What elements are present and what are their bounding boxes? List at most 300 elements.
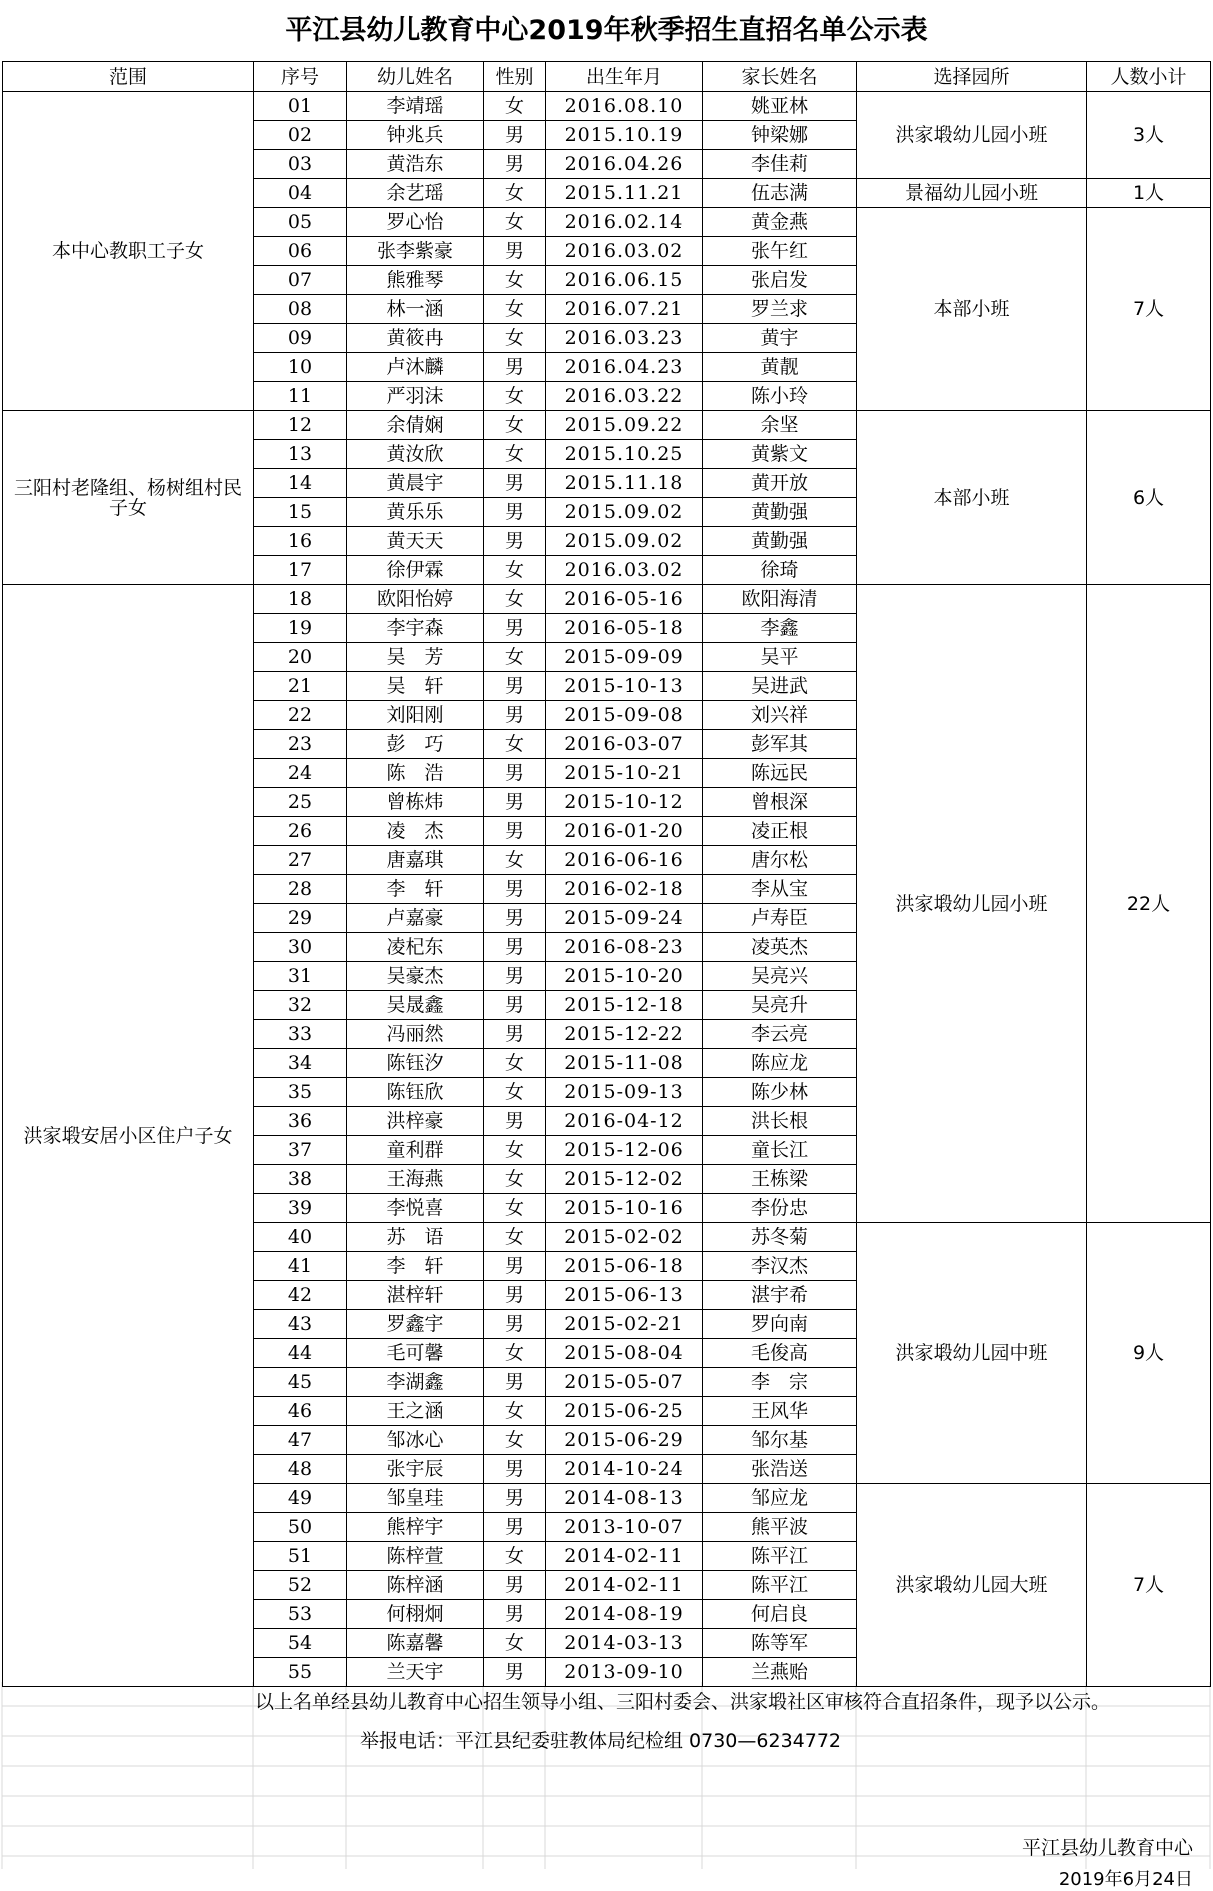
seq-cell: 39 [254, 1194, 347, 1223]
birth-cell: 2015-11-08 [546, 1049, 703, 1078]
parent-name-cell: 张浩送 [703, 1455, 857, 1484]
seq-cell: 16 [254, 527, 347, 556]
birth-cell: 2015-06-25 [546, 1397, 703, 1426]
birth-cell: 2016.04.23 [546, 353, 703, 382]
parent-name-cell: 陈应龙 [703, 1049, 857, 1078]
child-name-cell: 李靖瑶 [347, 92, 484, 121]
gender-cell: 女 [484, 1339, 546, 1368]
count-cell: 9人 [1087, 1223, 1211, 1484]
gender-cell: 男 [484, 353, 546, 382]
birth-cell: 2015.10.25 [546, 440, 703, 469]
area-cell: 三阳村老隆组、杨树组村民子女 [3, 411, 254, 585]
parent-name-cell: 湛宇希 [703, 1281, 857, 1310]
gender-cell: 女 [484, 1194, 546, 1223]
parent-name-cell: 张启发 [703, 266, 857, 295]
child-name-cell: 陈梓萱 [347, 1542, 484, 1571]
issue-date: 2019年6月24日 [1058, 1869, 1193, 1890]
child-name-cell: 王海燕 [347, 1165, 484, 1194]
birth-cell: 2015-10-13 [546, 672, 703, 701]
count-cell: 7人 [1087, 1484, 1211, 1687]
parent-name-cell: 洪长根 [703, 1107, 857, 1136]
child-name-cell: 罗鑫宇 [347, 1310, 484, 1339]
seq-cell: 40 [254, 1223, 347, 1252]
parent-name-cell: 吴平 [703, 643, 857, 672]
parent-name-cell: 凌正根 [703, 817, 857, 846]
birth-cell: 2015-10-16 [546, 1194, 703, 1223]
child-name-cell: 吴晟鑫 [347, 991, 484, 1020]
approval-note: 以上名单经县幼儿教育中心招生领导小组、三阳村委会、洪家塅社区审核符合直招条件，现予以公示。 [255, 1691, 1111, 1713]
birth-cell: 2015-09-13 [546, 1078, 703, 1107]
child-name-cell: 李 轩 [347, 1252, 484, 1281]
gender-cell: 男 [484, 991, 546, 1020]
seq-cell: 18 [254, 585, 347, 614]
gender-cell: 男 [484, 1513, 546, 1542]
parent-name-cell: 钟梁娜 [703, 121, 857, 150]
child-name-cell: 吴 芳 [347, 643, 484, 672]
gender-cell: 男 [484, 875, 546, 904]
parent-name-cell: 吴亮兴 [703, 962, 857, 991]
seq-cell: 38 [254, 1165, 347, 1194]
birth-cell: 2013-10-07 [546, 1513, 703, 1542]
parent-name-cell: 余坚 [703, 411, 857, 440]
seq-cell: 42 [254, 1281, 347, 1310]
count-cell: 6人 [1087, 411, 1211, 585]
seq-cell: 54 [254, 1629, 347, 1658]
seq-cell: 13 [254, 440, 347, 469]
seq-cell: 48 [254, 1455, 347, 1484]
birth-cell: 2015.11.21 [546, 179, 703, 208]
parent-name-cell: 李从宝 [703, 875, 857, 904]
header-parent: 家长姓名 [703, 62, 857, 92]
parent-name-cell: 陈等军 [703, 1629, 857, 1658]
birth-cell: 2015-12-06 [546, 1136, 703, 1165]
birth-cell: 2016-04-12 [546, 1107, 703, 1136]
gender-cell: 男 [484, 1020, 546, 1049]
seq-cell: 34 [254, 1049, 347, 1078]
gender-cell: 男 [484, 469, 546, 498]
child-name-cell: 张李紫豪 [347, 237, 484, 266]
gender-cell: 男 [484, 1600, 546, 1629]
parent-name-cell: 陈平江 [703, 1542, 857, 1571]
seq-cell: 08 [254, 295, 347, 324]
child-name-cell: 湛梓轩 [347, 1281, 484, 1310]
child-name-cell: 黄筱冉 [347, 324, 484, 353]
seq-cell: 51 [254, 1542, 347, 1571]
gender-cell: 男 [484, 1281, 546, 1310]
child-name-cell: 欧阳怡婷 [347, 585, 484, 614]
seq-cell: 02 [254, 121, 347, 150]
birth-cell: 2015-05-07 [546, 1368, 703, 1397]
seq-cell: 04 [254, 179, 347, 208]
gender-cell: 女 [484, 1136, 546, 1165]
area-cell: 洪家塅安居小区住户子女 [3, 585, 254, 1687]
birth-cell: 2015.09.02 [546, 527, 703, 556]
gender-cell: 女 [484, 1397, 546, 1426]
gender-cell: 女 [484, 295, 546, 324]
birth-cell: 2016.03.02 [546, 556, 703, 585]
seq-cell: 41 [254, 1252, 347, 1281]
child-name-cell: 陈钰汐 [347, 1049, 484, 1078]
gender-cell: 女 [484, 1078, 546, 1107]
birth-cell: 2015-10-21 [546, 759, 703, 788]
child-name-cell: 黄乐乐 [347, 498, 484, 527]
parent-name-cell: 曾根深 [703, 788, 857, 817]
page-title: 平江县幼儿教育中心2019年秋季招生直招名单公示表 [285, 15, 928, 46]
parent-name-cell: 李汉杰 [703, 1252, 857, 1281]
child-name-cell: 何栩炯 [347, 1600, 484, 1629]
gender-cell: 女 [484, 92, 546, 121]
child-name-cell: 凌 杰 [347, 817, 484, 846]
seq-cell: 25 [254, 788, 347, 817]
gender-cell: 男 [484, 962, 546, 991]
count-cell: 7人 [1087, 208, 1211, 411]
child-name-cell: 洪梓豪 [347, 1107, 484, 1136]
birth-cell: 2016.06.15 [546, 266, 703, 295]
gender-cell: 男 [484, 788, 546, 817]
gender-cell: 女 [484, 1223, 546, 1252]
gender-cell: 男 [484, 1310, 546, 1339]
seq-cell: 23 [254, 730, 347, 759]
child-name-cell: 张宇辰 [347, 1455, 484, 1484]
child-name-cell: 李湖鑫 [347, 1368, 484, 1397]
child-name-cell: 李悦喜 [347, 1194, 484, 1223]
birth-cell: 2015-10-20 [546, 962, 703, 991]
seq-cell: 21 [254, 672, 347, 701]
gender-cell: 男 [484, 150, 546, 179]
gender-cell: 男 [484, 672, 546, 701]
seq-cell: 06 [254, 237, 347, 266]
child-name-cell: 陈 浩 [347, 759, 484, 788]
birth-cell: 2015-09-08 [546, 701, 703, 730]
gender-cell: 女 [484, 585, 546, 614]
parent-name-cell: 陈远民 [703, 759, 857, 788]
child-name-cell: 童利群 [347, 1136, 484, 1165]
seq-cell: 36 [254, 1107, 347, 1136]
birth-cell: 2015-02-21 [546, 1310, 703, 1339]
seq-cell: 24 [254, 759, 347, 788]
birth-cell: 2014-08-19 [546, 1600, 703, 1629]
parent-name-cell: 毛俊高 [703, 1339, 857, 1368]
table-row [3, 92, 1211, 121]
seq-cell: 22 [254, 701, 347, 730]
child-name-cell: 徐伊霖 [347, 556, 484, 585]
gender-cell: 女 [484, 266, 546, 295]
parent-name-cell: 李佳莉 [703, 150, 857, 179]
birth-cell: 2016.04.26 [546, 150, 703, 179]
gender-cell: 女 [484, 1542, 546, 1571]
gender-cell: 男 [484, 904, 546, 933]
gender-cell: 男 [484, 817, 546, 846]
gender-cell: 男 [484, 1484, 546, 1513]
child-name-cell: 唐嘉琪 [347, 846, 484, 875]
seq-cell: 05 [254, 208, 347, 237]
school-cell: 洪家塅幼儿园大班 [857, 1484, 1087, 1687]
seq-cell: 35 [254, 1078, 347, 1107]
gender-cell: 男 [484, 1252, 546, 1281]
gender-cell: 女 [484, 179, 546, 208]
birth-cell: 2014-02-11 [546, 1542, 703, 1571]
parent-name-cell: 黄勤强 [703, 498, 857, 527]
seq-cell: 12 [254, 411, 347, 440]
birth-cell: 2016.02.14 [546, 208, 703, 237]
gender-cell: 男 [484, 614, 546, 643]
header-birth: 出生年月 [546, 62, 703, 92]
parent-name-cell: 黄紫文 [703, 440, 857, 469]
birth-cell: 2016.03.23 [546, 324, 703, 353]
gender-cell: 男 [484, 701, 546, 730]
seq-cell: 28 [254, 875, 347, 904]
parent-name-cell: 彭军其 [703, 730, 857, 759]
gender-cell: 女 [484, 440, 546, 469]
seq-cell: 30 [254, 933, 347, 962]
parent-name-cell: 徐琦 [703, 556, 857, 585]
child-name-cell: 苏 语 [347, 1223, 484, 1252]
parent-name-cell: 卢寿臣 [703, 904, 857, 933]
gender-cell: 男 [484, 933, 546, 962]
parent-name-cell: 苏冬菊 [703, 1223, 857, 1252]
birth-cell: 2015-08-04 [546, 1339, 703, 1368]
gender-cell: 女 [484, 1049, 546, 1078]
gender-cell: 男 [484, 1368, 546, 1397]
child-name-cell: 陈钰欣 [347, 1078, 484, 1107]
child-name-cell: 刘阳刚 [347, 701, 484, 730]
birth-cell: 2016.03.22 [546, 382, 703, 411]
seq-cell: 46 [254, 1397, 347, 1426]
parent-name-cell: 熊平波 [703, 1513, 857, 1542]
gender-cell: 女 [484, 382, 546, 411]
birth-cell: 2015-06-29 [546, 1426, 703, 1455]
child-name-cell: 黄晨宇 [347, 469, 484, 498]
count-cell: 3人 [1087, 92, 1211, 179]
parent-name-cell: 兰燕贻 [703, 1658, 857, 1687]
school-cell: 本部小班 [857, 411, 1087, 585]
child-name-cell: 卢沐麟 [347, 353, 484, 382]
school-cell: 洪家塅幼儿园中班 [857, 1223, 1087, 1484]
child-name-cell: 熊梓宇 [347, 1513, 484, 1542]
child-name-cell: 钟兆兵 [347, 121, 484, 150]
parent-name-cell: 吴进武 [703, 672, 857, 701]
gender-cell: 女 [484, 643, 546, 672]
birth-cell: 2015-06-13 [546, 1281, 703, 1310]
birth-cell: 2014-08-13 [546, 1484, 703, 1513]
seq-cell: 33 [254, 1020, 347, 1049]
child-name-cell: 李宇森 [347, 614, 484, 643]
birth-cell: 2015-09-24 [546, 904, 703, 933]
parent-name-cell: 吴亮升 [703, 991, 857, 1020]
seq-cell: 07 [254, 266, 347, 295]
parent-name-cell: 唐尔松 [703, 846, 857, 875]
birth-cell: 2015.09.02 [546, 498, 703, 527]
header-count: 人数小计 [1087, 62, 1211, 92]
child-name-cell: 黄天天 [347, 527, 484, 556]
school-cell: 本部小班 [857, 208, 1087, 411]
seq-cell: 10 [254, 353, 347, 382]
gender-cell: 女 [484, 411, 546, 440]
birth-cell: 2016-02-18 [546, 875, 703, 904]
child-name-cell: 毛可馨 [347, 1339, 484, 1368]
seq-cell: 37 [254, 1136, 347, 1165]
parent-name-cell: 何启良 [703, 1600, 857, 1629]
birth-cell: 2015.09.22 [546, 411, 703, 440]
gender-cell: 女 [484, 730, 546, 759]
gender-cell: 女 [484, 556, 546, 585]
seq-cell: 15 [254, 498, 347, 527]
birth-cell: 2014-03-13 [546, 1629, 703, 1658]
gender-cell: 男 [484, 498, 546, 527]
child-name-cell: 冯丽然 [347, 1020, 484, 1049]
gender-cell: 男 [484, 527, 546, 556]
parent-name-cell: 伍志满 [703, 179, 857, 208]
header-gender: 性别 [484, 62, 546, 92]
birth-cell: 2015-10-12 [546, 788, 703, 817]
parent-name-cell: 罗向南 [703, 1310, 857, 1339]
parent-name-cell: 李份忠 [703, 1194, 857, 1223]
parent-name-cell: 童长江 [703, 1136, 857, 1165]
header-child-name: 幼儿姓名 [347, 62, 484, 92]
gender-cell: 男 [484, 1107, 546, 1136]
gender-cell: 男 [484, 1455, 546, 1484]
parent-name-cell: 王风华 [703, 1397, 857, 1426]
child-name-cell: 兰天宇 [347, 1658, 484, 1687]
child-name-cell: 黄浩东 [347, 150, 484, 179]
child-name-cell: 邹皇珪 [347, 1484, 484, 1513]
gender-cell: 女 [484, 1165, 546, 1194]
seq-cell: 49 [254, 1484, 347, 1513]
gender-cell: 男 [484, 237, 546, 266]
birth-cell: 2016.03.02 [546, 237, 703, 266]
seq-cell: 55 [254, 1658, 347, 1687]
issuer-org: 平江县幼儿教育中心 [1021, 1837, 1193, 1859]
seq-cell: 09 [254, 324, 347, 353]
parent-name-cell: 黄勤强 [703, 527, 857, 556]
parent-name-cell: 李鑫 [703, 614, 857, 643]
child-name-cell: 李 轩 [347, 875, 484, 904]
birth-cell: 2015-06-18 [546, 1252, 703, 1281]
parent-name-cell: 陈平江 [703, 1571, 857, 1600]
child-name-cell: 邹冰心 [347, 1426, 484, 1455]
parent-name-cell: 李 宗 [703, 1368, 857, 1397]
header-seq: 序号 [254, 62, 347, 92]
table-row [3, 585, 1211, 614]
seq-cell: 45 [254, 1368, 347, 1397]
birth-cell: 2015.10.19 [546, 121, 703, 150]
child-name-cell: 吴 轩 [347, 672, 484, 701]
table-row [3, 411, 1211, 440]
child-name-cell: 严羽沫 [347, 382, 484, 411]
seq-cell: 27 [254, 846, 347, 875]
birth-cell: 2016.08.10 [546, 92, 703, 121]
child-name-cell: 吴豪杰 [347, 962, 484, 991]
birth-cell: 2014-10-24 [546, 1455, 703, 1484]
seq-cell: 43 [254, 1310, 347, 1339]
school-cell: 洪家塅幼儿园小班 [857, 585, 1087, 1223]
seq-cell: 11 [254, 382, 347, 411]
child-name-cell: 罗心怡 [347, 208, 484, 237]
parent-name-cell: 陈小玲 [703, 382, 857, 411]
birth-cell: 2016-05-16 [546, 585, 703, 614]
seq-cell: 26 [254, 817, 347, 846]
child-name-cell: 黄汝欣 [347, 440, 484, 469]
gender-cell: 男 [484, 1658, 546, 1687]
gender-cell: 男 [484, 1571, 546, 1600]
child-name-cell: 林一涵 [347, 295, 484, 324]
birth-cell: 2016-01-20 [546, 817, 703, 846]
birth-cell: 2016-06-16 [546, 846, 703, 875]
parent-name-cell: 欧阳海清 [703, 585, 857, 614]
gender-cell: 女 [484, 846, 546, 875]
parent-name-cell: 黄金燕 [703, 208, 857, 237]
seq-cell: 31 [254, 962, 347, 991]
count-cell: 1人 [1087, 179, 1211, 208]
header-row [3, 62, 1211, 92]
parent-name-cell: 黄靓 [703, 353, 857, 382]
seq-cell: 47 [254, 1426, 347, 1455]
birth-cell: 2015-12-02 [546, 1165, 703, 1194]
child-name-cell: 余艺瑶 [347, 179, 484, 208]
birth-cell: 2015-12-22 [546, 1020, 703, 1049]
count-cell: 22人 [1087, 585, 1211, 1223]
enrollment-table [2, 61, 1211, 1687]
child-name-cell: 王之涵 [347, 1397, 484, 1426]
header-school: 选择园所 [857, 62, 1087, 92]
seq-cell: 29 [254, 904, 347, 933]
parent-name-cell: 王栋梁 [703, 1165, 857, 1194]
birth-cell: 2016-05-18 [546, 614, 703, 643]
child-name-cell: 陈嘉馨 [347, 1629, 484, 1658]
birth-cell: 2013-09-10 [546, 1658, 703, 1687]
seq-cell: 17 [254, 556, 347, 585]
seq-cell: 53 [254, 1600, 347, 1629]
birth-cell: 2015.11.18 [546, 469, 703, 498]
seq-cell: 01 [254, 92, 347, 121]
parent-name-cell: 李云亮 [703, 1020, 857, 1049]
parent-name-cell: 邹尔基 [703, 1426, 857, 1455]
seq-cell: 44 [254, 1339, 347, 1368]
birth-cell: 2016.07.21 [546, 295, 703, 324]
parent-name-cell: 邹应龙 [703, 1484, 857, 1513]
parent-name-cell: 姚亚林 [703, 92, 857, 121]
seq-cell: 20 [254, 643, 347, 672]
child-name-cell: 陈梓涵 [347, 1571, 484, 1600]
report-phone: 举报电话：平江县纪委驻教体局纪检组 0730—6234772 [360, 1730, 842, 1752]
birth-cell: 2016-08-23 [546, 933, 703, 962]
school-cell: 景福幼儿园小班 [857, 179, 1087, 208]
birth-cell: 2014-02-11 [546, 1571, 703, 1600]
child-name-cell: 卢嘉豪 [347, 904, 484, 933]
seq-cell: 50 [254, 1513, 347, 1542]
parent-name-cell: 凌英杰 [703, 933, 857, 962]
gender-cell: 女 [484, 1426, 546, 1455]
seq-cell: 03 [254, 150, 347, 179]
gender-cell: 女 [484, 324, 546, 353]
parent-name-cell: 张午红 [703, 237, 857, 266]
parent-name-cell: 陈少林 [703, 1078, 857, 1107]
birth-cell: 2015-02-02 [546, 1223, 703, 1252]
gender-cell: 男 [484, 759, 546, 788]
parent-name-cell: 黄开放 [703, 469, 857, 498]
parent-name-cell: 罗兰求 [703, 295, 857, 324]
seq-cell: 32 [254, 991, 347, 1020]
gender-cell: 女 [484, 1629, 546, 1658]
school-cell: 洪家塅幼儿园小班 [857, 92, 1087, 179]
seq-cell: 52 [254, 1571, 347, 1600]
birth-cell: 2015-12-18 [546, 991, 703, 1020]
parent-name-cell: 刘兴祥 [703, 701, 857, 730]
header-area: 范围 [3, 62, 254, 92]
seq-cell: 19 [254, 614, 347, 643]
gender-cell: 男 [484, 121, 546, 150]
gender-cell: 女 [484, 208, 546, 237]
